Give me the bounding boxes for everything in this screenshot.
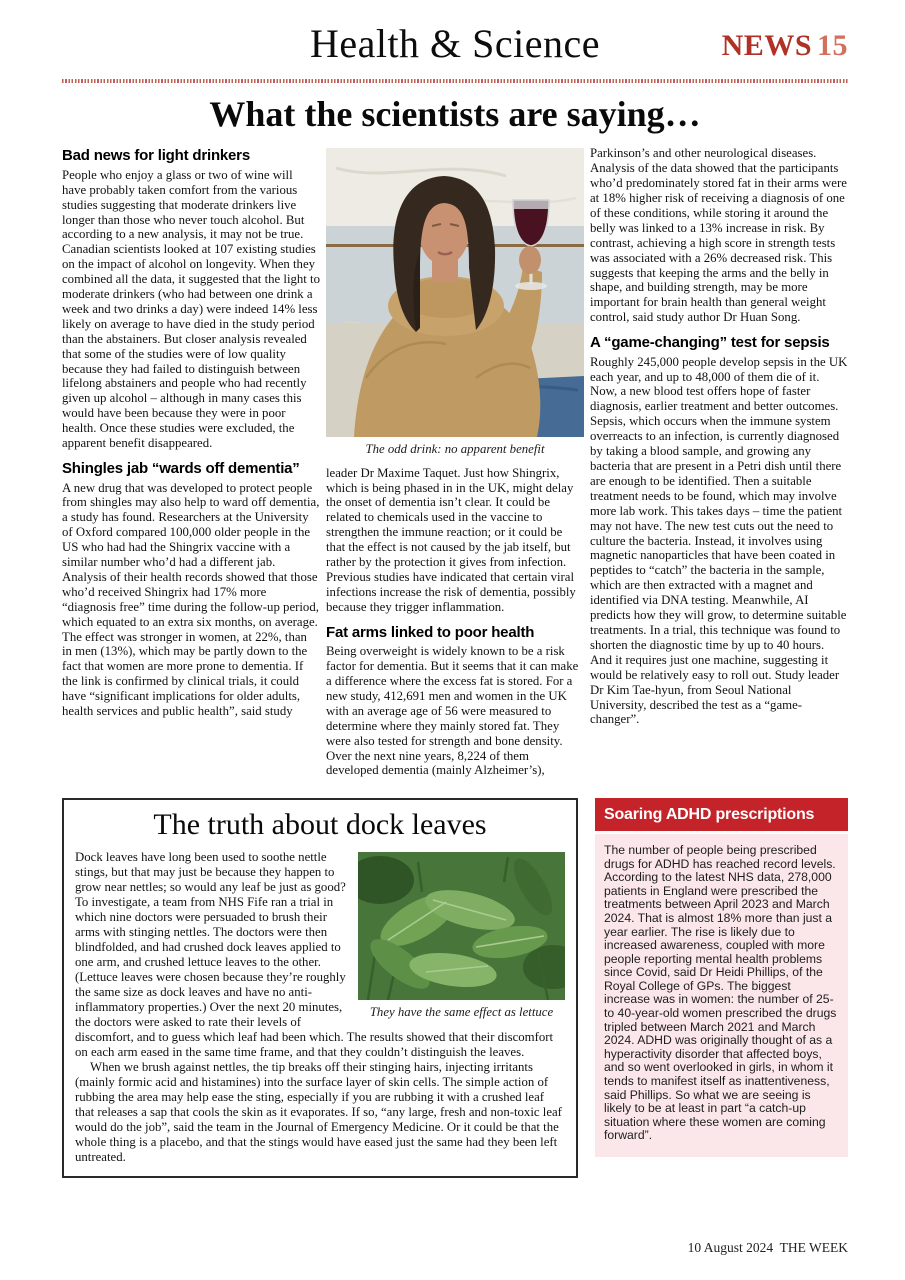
adhd-sidebar-body: The number of people being prescribed drugs for ADHD has reached record levels. According to the latest NHS data, 278,000 patients in England were prescribed the treatments between April 2023 and March 2024. That is almost 18% more than just a year earlier. The rise is likely due to increased awareness, coupled with more people reporting mental health problems since Covid, said Dr Heidi Phillips, of the Royal College of GPs. The biggest increase was in women: the number of 25- to 40-year-old women prescribed the drugs tripled between March 2021 and March 2024. ADHD was originally thought of as a hyperactivity disorder that affected boys, and so went overlooked in girls, in whom it tends to manifest itself as inattentiveness, said Phillips. So what we are seeing is likely to be at least in part “a catch-up situation where these women are coming forward”.	[595, 834, 848, 1157]
article-heading-shingles-jab: Shingles jab “wards off dementia”	[62, 460, 300, 478]
wine-photo-figure	[326, 148, 584, 457]
section-title: Health & Science	[309, 21, 601, 66]
article-heading-light-drinkers: Bad news for light drinkers	[62, 147, 250, 165]
dock-photo-figure	[358, 852, 565, 1020]
article-heading-fat-arms: Fat arms linked to poor health	[326, 623, 535, 641]
article-paragraph: People who enjoy a glass or two of wine will have probably taken comfort from the various studies suggesting that moderate drinkers live longer than those who never touch alcohol. But according to a new analysis, it may not be true. Canadian scientists looked at 107 existing studies on the impact of alcohol on longevity. When they combined all the data, it suggested that the light to moderate drinkers (who had between one drink a week and two drinks a day) were indeed 14% less likely on average to have died in the study period than the abstainers. But closer analysis revealed that some of the studies were of low quality because they had failed to distinguish between lifelong abstainers and people who had recently given up alcohol – although in many cases this would have been because they were in poor health. Once these studies were excluded, the apparent benefit disappeared.	[62, 167, 321, 451]
article-heading-sepsis-test: A “game-changing” test for sepsis	[590, 334, 830, 352]
article-paragraph: Parkinson’s and other neurological diseases. Analysis of the data showed that the participants who’d predominately stored fat in their arms were at 18% higher risk of receiving a diagnosis of one of these conditions, while storing it around the belly was linked to a 13% increase in risk. By contrast, achieving a high score in strength tests was associated with a 26% decreased risk. This suggests that keeping the arms and the belly in shape, and building strength, may be more important for brain health than general weight control, said study author Dr Huan Song.	[590, 146, 847, 325]
wine-photo	[326, 148, 584, 437]
wine-photo-caption: The odd drink: no apparent benefit	[365, 442, 545, 457]
page-content	[0, 20, 905, 1178]
dock-photo-caption: They have the same effect as lettuce	[369, 1005, 554, 1020]
article-columns	[62, 146, 848, 778]
column-1	[62, 146, 320, 778]
footer-date-and-brand: 10 August 2024 THE WEEK	[687, 1240, 848, 1255]
article-paragraph: A new drug that was developed to protect people from shingles may also help to ward off dementia, a study has found. Researchers at the University of Oxford compared 100,000 older people in the US who had had the Shingrix vaccine with a similar number who’d had a different jab. Analysis of their health records showed that those who’d received Shingrix had 17% more “diagnosis free” time during the follow-up period, which equated to an extra six months, on average. The effect was stronger in women, at 22%, than in men (13%), which may be partly down to the fact that women are more prone to dementia. If the link is confirmed by clinical trials, it could have “significant implications for older adults, health services and public health”, said study	[62, 480, 320, 719]
dotted-divider	[62, 79, 848, 83]
dock-leaves-title: The truth about dock leaves	[153, 808, 487, 842]
adhd-sidebar	[595, 798, 848, 1157]
masthead	[62, 20, 848, 70]
article-paragraph: When we brush against nettles, the tip breaks off their stinging hairs, injecting irritants (mainly formic acid and histamines) into the surface layer of skin cells. The simple action of rubbing the area may help ease the sting, especially if you are rubbing it with a crushed leaf that releases a sap that cools the skin as it evaporates. If so, “any large, fresh and non-toxic leaf would do the job”, said the team in the Journal of Emergency Medicine. Or it could be that the whole thing is a placebo, and that the stings would have eased just the same had they been left untreated.	[75, 1060, 562, 1165]
article-paragraph: Roughly 245,000 people develop sepsis in the UK each year, and up to 48,000 of them die of it. Now, a new blood test offers hope of faster diagnosis, earlier treatment and better outcomes. Sepsis, which occurs when the immune system overreacts to an infection, is currently diagnosed by taking a blood sample, and growing any bacteria that are present in a Petri dish until there are enough to be identified. Then a suitable treatment needs to be found, which may involve more lab work. This takes days – time the patient may not have. The new test cuts out the need to culture the bacteria. Instead, it involves using magnetic nanoparticles that have been coated in peptides to “catch” the bacteria in the sample, which are then extracted with a magnet and identified via DNA testing. Meanwhile, AI predicts how they will grow, to determine suitable treatments. In a trial, this technique was found to shorten the diagnostic time by up to 40 hours. And it requires just one machine, suggesting it would be relatively easy to roll out. Study leader Dr Kim Tae-hyun, from Seoul National University, described the test as a “game-changer”.	[590, 354, 848, 727]
page-label	[722, 30, 848, 62]
page-number: 15	[817, 29, 848, 62]
dock-leaves-photo	[358, 852, 565, 1000]
article-paragraph: Dock leaves have long been used to soothe nettle stings, but that may just be because they happen to grow near nettles; so would any leaf be just as good? To investigate, a team from NHS Fife ran a trial in which nine doctors were persuaded to brush their arms with stinging nettles. The doctors were then blindfolded, and had crushed dock leaves applied to one arm, and crushed lettuce leaves to the other. (Lettuce leaves were chosen because they’re roughly the same size as dock leaves and have no anti-inflammatory properties.) Over the next 20 minutes, the doctors were asked to rate their levels of discomfort, and to guess which leaf had been which. The results showed that their discomfort on each arm eased in the same time frame, and that they couldn’t distinguish the leaves.	[75, 850, 554, 1060]
page-footer	[688, 1241, 848, 1255]
column-2	[326, 146, 584, 778]
bottom-row	[62, 798, 848, 1178]
news-label: NEWS	[721, 29, 812, 62]
article-paragraph: leader Dr Maxime Taquet. Just how Shingrix, which is being phased in in the UK, might delay the onset of dementia isn’t clear. It could be related to chemicals used in the vaccine to strengthen the immune reaction; or it could be that the effect is not caused by the jab itself, but rather by the protection it gives from infection. Previous studies have indicated that certain viral infections increase the risk of dementia, possibly because they trigger inflammation.	[326, 465, 576, 614]
adhd-sidebar-title: Soaring ADHD prescriptions	[595, 798, 848, 831]
article-paragraph: Being overweight is widely known to be a risk factor for dementia. But it seems that it can make a difference where the excess fat is stored. For a new study, 412,691 men and women in the UK with an average age of 56 were measured to determine where they mainly stored fat. They were also tested for strength and bone density. Over the next nine years, 8,224 of them developed dementia (mainly Alzheimer’s),	[326, 644, 579, 778]
column-3	[590, 146, 848, 778]
main-headline: What the scientists are saying…	[209, 93, 701, 134]
dock-leaves-box	[62, 798, 578, 1178]
